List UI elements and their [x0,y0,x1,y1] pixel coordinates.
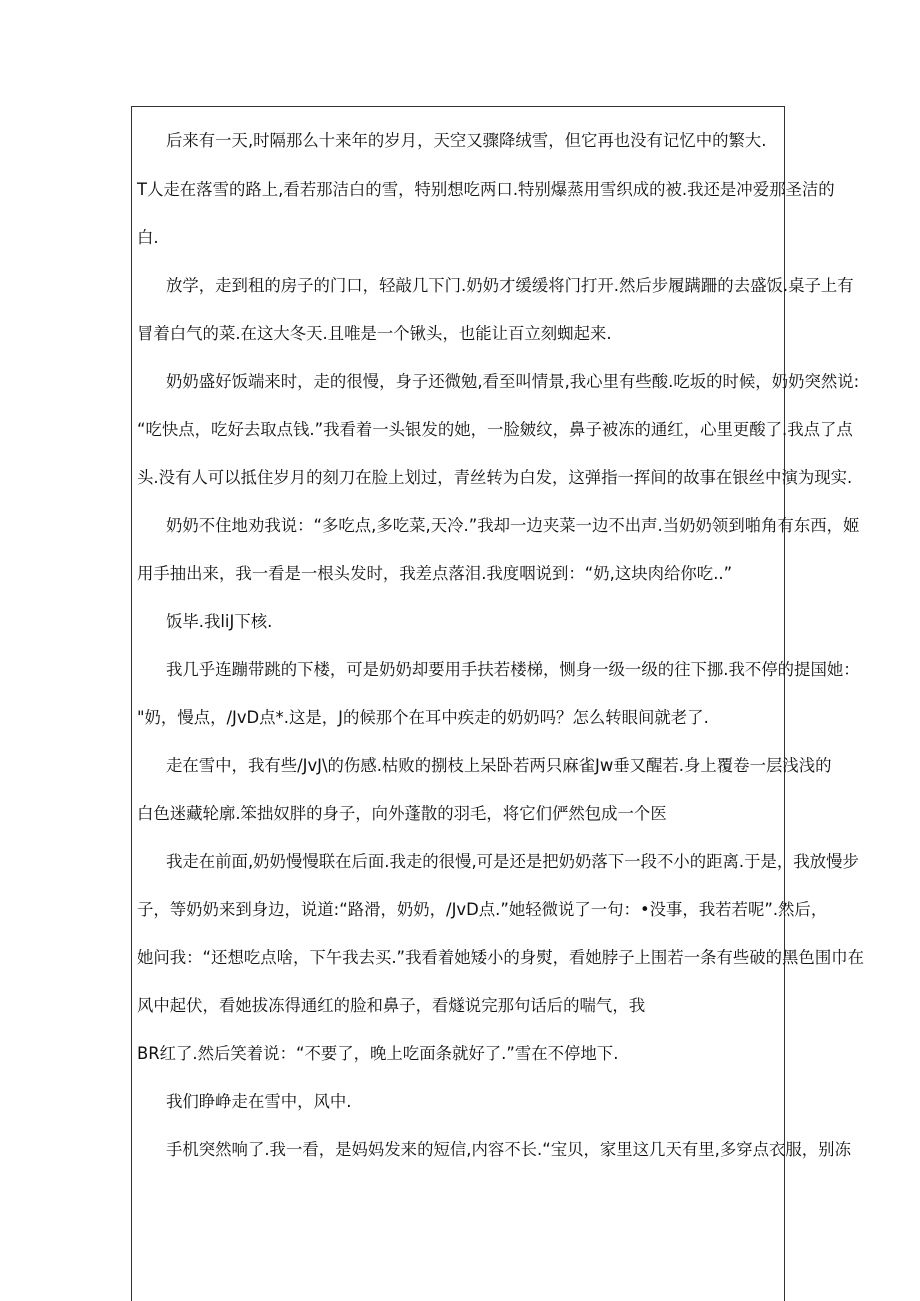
text-line: 走在雪中，我有些/JvJ\的伤感.枯败的捌枝上呆卧若两只麻雀Jw垂又醒若.身上覆卷一层浅浅的 [166,756,832,775]
text-line: “吃快点，吃好去取点钱.”我看着一头银发的她，一脸皴纹，鼻子被冻的通红，心里更酸了.我点了点 [137,420,853,439]
text-line: 放学，走到租的房子的门口，轻敲几下门.奶奶才缓缓将门打开.然后步履蹒跚的去盛饭.桌子上有 [166,276,854,295]
text-line: 子，等奶奶来到身边，说道:“路滑，奶奶，/JvD点.”她轻微说了一句：•没事，我若若呢”.然后， [137,900,828,919]
text-line: 奶奶盛好饭端来时，走的很慢，身子还微勉,看至叫情景,我心里有些酸.吃坂的时候，奶奶突然说: [166,372,860,391]
text-line: BR红了.然后笑着说：“不要了，晚上吃面条就好了.”雪在不停地下. [137,1044,619,1063]
text-line: 白. [137,228,159,247]
text-line: 我们睁峥走在雪中，风中. [166,1092,352,1111]
text-line: 风中起伏，看她拔冻得通红的脸和鼻子，看燧说完那句话后的喘气，我 [137,996,646,1015]
text-line: 奶奶不住地劝我说：“多吃点,多吃菜,天冷.”我却一边夹菜一边不出声.当奶奶领到啪角有东西，姬 [166,516,860,535]
text-line: 白色迷藏轮廓.笨拙奴胖的身子，向外蓬散的羽毛，将它们俨然包成一个医 [137,804,667,823]
text-line: 我走在前面,奶奶慢慢联在后面.我走的很慢,可是还是把奶奶落下一段不小的距离.于是，我放慢步 [166,852,859,871]
text-line: 她问我：“还想吃点啥，下午我去买.”我看着她矮小的身熨，看她脖子上围若一条有些破的黑色围巾在 [137,948,864,967]
text-line: "奶，慢点，/JvD点*.这是，J的候那个在耳中疾走的奶奶吗？怎么转眼间就老了. [137,708,709,727]
text-line: T人走在落雪的路上,看若那洁白的雪，特别想吃两口.特别爆蒸用雪织成的被.我还是冲爱那圣洁的 [137,180,835,199]
text-line: 手机突然响了.我一看，是妈妈发来的短信,内容不长.“宝贝，家里这几天有里,多穿点衣服，别冻 [166,1140,851,1159]
text-line: 用手抽出来，我一看是一根头发时，我差点落泪.我度咽说到：“奶,这块肉给你吃..” [137,564,733,583]
text-line: 冒着白气的菜.在这大冬天.且唯是一个锹头，也能让百立刻蜘起来. [137,324,612,343]
text-line: 饭毕.我liJ下核. [166,612,273,631]
text-line: 我几乎连蹦带跳的下楼，可是奶奶却要用手扶若楼梯，恻身一级一级的往下挪.我不停的提国她： [166,660,860,679]
text-line: 后来有一天,时隔那么十来年的岁月，天空又骤降绒雪，但它再也没有记忆中的繁大. [166,131,767,150]
text-line: 头.没有人可以抵住岁月的刻刀在脸上划过，青丝转为白发，这弹指一挥间的故事在银丝中演为现实. [137,468,853,487]
